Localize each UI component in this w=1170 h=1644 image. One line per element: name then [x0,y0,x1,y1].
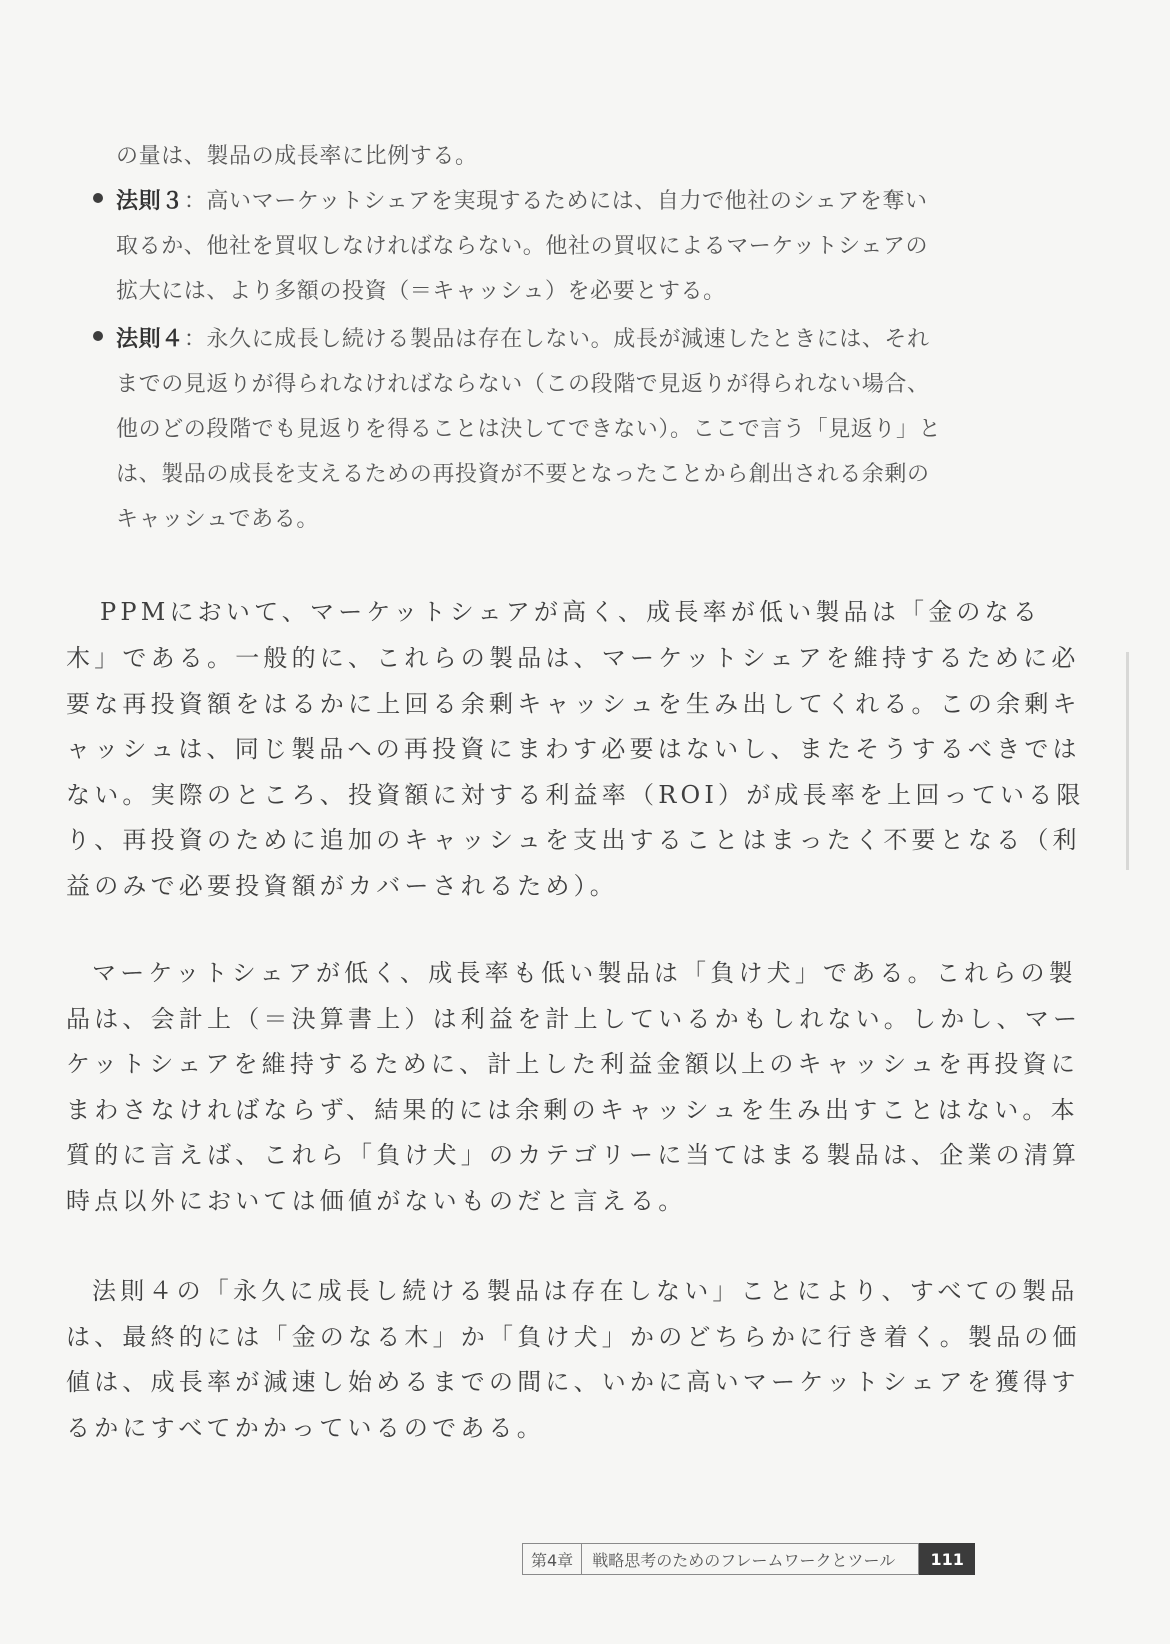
footer-chapter: 第4章 [522,1543,581,1575]
page-edge-shadow [1126,652,1129,870]
law4-name: 法則４ [116,327,184,352]
paragraph-line: 品は、会計上（＝決算書上）は利益を計上しているかもしれない。しかし、マー [66,1005,1082,1033]
law4-line-3: 他のどの段階でも見返りを得ることは決してできない）。ここで言う「見返り」と [116,417,942,442]
footer-chapter-title: 戦略思考のためのフレームワークとツール [581,1543,919,1575]
paragraph-line: ない。実際のところ、投資額に対する利益率（ROI）が成長率を上回っている限 [66,781,1085,809]
law3-line-3: 拡大には、より多額の投資（＝キャッシュ）を必要とする。 [116,279,726,304]
paragraph-line: ャッシュは、同じ製品への再投資にまわす必要はないし、またそうするべきでは [66,735,1081,763]
bullet-icon [93,331,103,341]
paragraph-line: は、最終的には「金のなる木」か「負け犬」かのどちらかに行き着く。製品の価 [66,1323,1081,1351]
paragraph-line: り、再投資のために追加のキャッシュを支出することはまったく不要となる（利 [66,826,1081,854]
paragraph-line: PPMにおいて、マーケットシェアが高く、成長率が低い製品は「金のなる [100,598,1042,626]
law3-line-2: 取るか、他社を買収しなければならない。他社の買収によるマーケットシェアの [116,234,929,259]
paragraph-line: 値は、成長率が減速し始めるまでの間に、いかに高いマーケットシェアを獲得す [66,1368,1080,1396]
paragraph-line: まわさなければならず、結果的には余剰のキャッシュを生み出すことはない。本 [66,1096,1079,1124]
law3-name: 法則３ [116,189,184,214]
bullet-icon [93,193,103,203]
paragraph-line: 木」である。一般的に、これらの製品は、マーケットシェアを維持するために必 [66,644,1080,672]
paragraph-line: るかにすべてかかっているのである。 [66,1414,545,1442]
paragraph-line: ケットシェアを維持するために、計上した利益金額以上のキャッシュを再投資に [66,1050,1080,1078]
paragraph-line: 時点以外においては価値がないものだと言える。 [66,1187,687,1215]
law4-line-5: キャッシュである。 [116,507,319,532]
law4-line-2: までの見返りが得られなければならない（この段階で見返りが得られない場合、 [116,372,930,397]
law3-line-1: ：高いマーケットシェアを実現するためには、自力で他社のシェアを奪い [183,189,928,214]
law4-line-4: は、製品の成長を支えるための再投資が不要となったことから創出される余剰の [116,462,930,487]
paragraph-line: 要な再投資額をはるかに上回る余剰キャッシュを生み出してくれる。この余剰キ [66,690,1081,718]
law4-line-1: ：永久に成長し続ける製品は存在しない。成長が減速したときには、それ [183,327,930,352]
paragraph-line: 益のみで必要投資額がカバーされるため）。 [66,872,618,900]
bullet-continuation-line: の量は、製品の成長率に比例する。 [116,144,478,169]
paragraph-line: 法則４の「永久に成長し続ける製品は存在しない」ことにより、すべての製品 [92,1277,1079,1305]
paragraph-line: マーケットシェアが低く、成長率も低い製品は「負け犬」である。これらの製 [92,959,1077,987]
page-footer [522,1543,975,1575]
page-number: 111 [919,1543,975,1575]
paragraph-line: 質的に言えば、これら「負け犬」のカテゴリーに当てはまる製品は、企業の清算 [66,1141,1081,1169]
